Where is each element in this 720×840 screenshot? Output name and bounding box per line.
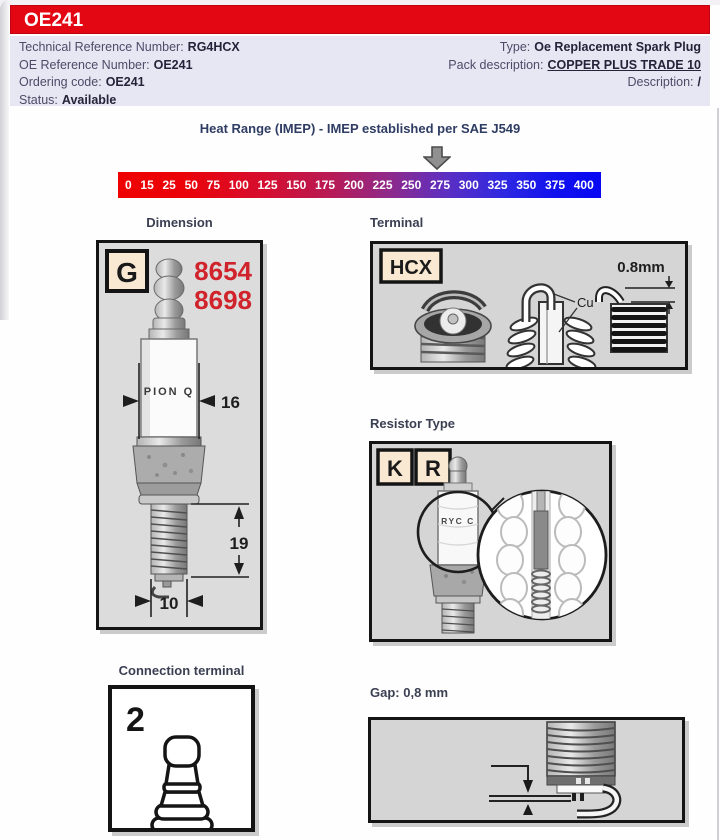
scale-tick: 75 (206, 178, 220, 192)
gap-section-title: Gap: 0,8 mm (370, 685, 449, 700)
resistor-cutaway-circle (478, 489, 606, 629)
pack-description-row (448, 57, 701, 75)
terminal-section-title: Terminal (370, 215, 424, 230)
gap-0-8mm-drawing (599, 259, 675, 352)
technical-reference-value: RG4HCX (187, 40, 240, 54)
ordering-code-value: OE241 (105, 75, 145, 89)
code-letter-r: R (425, 456, 441, 481)
pack-description-link[interactable]: COPPER PLUS TRADE 10 (547, 57, 701, 72)
scale-tick: 300 (458, 178, 479, 192)
page-left-edge (0, 0, 9, 320)
resistor-insulator-text: RYC C (441, 516, 475, 526)
part-number-1: 8654 (194, 256, 252, 286)
gap-figure-box (368, 717, 685, 823)
resistor-type-diagram (372, 444, 609, 639)
code-letters-hcx: HCX (389, 257, 433, 279)
type-value: Oe Replacement Spark Plug (534, 40, 701, 54)
scale-tick: 0 (125, 178, 132, 192)
dimension-19-label: 19 (229, 534, 249, 553)
info-left-column (19, 39, 240, 109)
part-number-2: 8698 (194, 285, 252, 315)
dimension-figure-box (96, 240, 263, 630)
status-row (19, 92, 240, 110)
dimension-10-label: 10 (159, 594, 179, 613)
oe-reference-value: OE241 (153, 57, 193, 72)
oe-reference-label: OE Reference Number: (19, 57, 150, 72)
product-info-panel (10, 36, 710, 106)
status-value: Available (61, 92, 117, 107)
scale-tick: 200 (343, 178, 364, 192)
technical-reference-row (19, 39, 240, 57)
scale-tick: 15 (140, 178, 154, 192)
oe-reference-row (19, 57, 240, 75)
connection-code-number: 2 (126, 701, 145, 739)
scale-tick: 125 (257, 178, 278, 192)
type-label: Type: (499, 40, 531, 54)
code-letter-g: G (116, 257, 138, 288)
ordering-code-row (19, 74, 240, 92)
scale-tick: 350 (516, 178, 537, 192)
scale-tick: 325 (487, 178, 508, 192)
terminal-figure-box (370, 241, 688, 370)
scale-tick: 50 (184, 178, 198, 192)
dimension-19-annotation (191, 504, 249, 577)
terminal-outline-drawing (152, 737, 212, 828)
scale-tick: 400 (573, 178, 594, 192)
insulator-branding-text: PION Q (143, 386, 195, 398)
gap-0-8mm-label: 0.8mm (617, 259, 665, 276)
status-label: Status: (19, 92, 58, 107)
scale-tick: 375 (544, 178, 565, 192)
description-row (448, 74, 701, 92)
scale-tick: 175 (314, 178, 335, 192)
spark-plug-dimension-diagram (99, 243, 260, 627)
dimension-section-title: Dimension (146, 215, 213, 230)
description-label: Description: (627, 75, 694, 89)
cu-label: Cu (577, 295, 594, 310)
type-row (448, 39, 701, 57)
scale-tick: 25 (162, 178, 176, 192)
scale-tick: 275 (429, 178, 450, 192)
connection-terminal-figure-box (108, 685, 255, 832)
page-right-border (717, 108, 719, 840)
terminal-diagram (373, 244, 685, 367)
code-letter-k: K (387, 456, 403, 481)
scale-tick: 100 (228, 178, 249, 192)
technical-reference-label: Technical Reference Number: (19, 40, 184, 54)
info-right-column (448, 39, 701, 92)
dimension-16-label: 16 (221, 393, 240, 412)
description-value: / (697, 75, 701, 89)
scale-tick: 150 (286, 178, 307, 192)
heat-range-scale (118, 172, 601, 198)
plug-tip-photo (415, 295, 491, 362)
heat-range-pointer-arrow-icon (423, 146, 451, 170)
connection-terminal-section-title: Connection terminal (118, 663, 245, 678)
page-title: OE241 (10, 5, 710, 34)
pack-description-label: Pack description: (448, 57, 544, 72)
connection-terminal-diagram (112, 689, 251, 828)
copper-core-drawing (505, 288, 597, 367)
gap-diagram (371, 720, 682, 820)
ordering-code-label: Ordering code: (19, 75, 102, 89)
resistor-section-title: Resistor Type (370, 416, 456, 431)
scale-tick: 250 (401, 178, 422, 192)
heat-range-title: Heat Range (IMEP) - IMEP established per SAE J549 (199, 121, 521, 136)
resistor-figure-box (369, 441, 612, 642)
scale-tick: 225 (372, 178, 393, 192)
